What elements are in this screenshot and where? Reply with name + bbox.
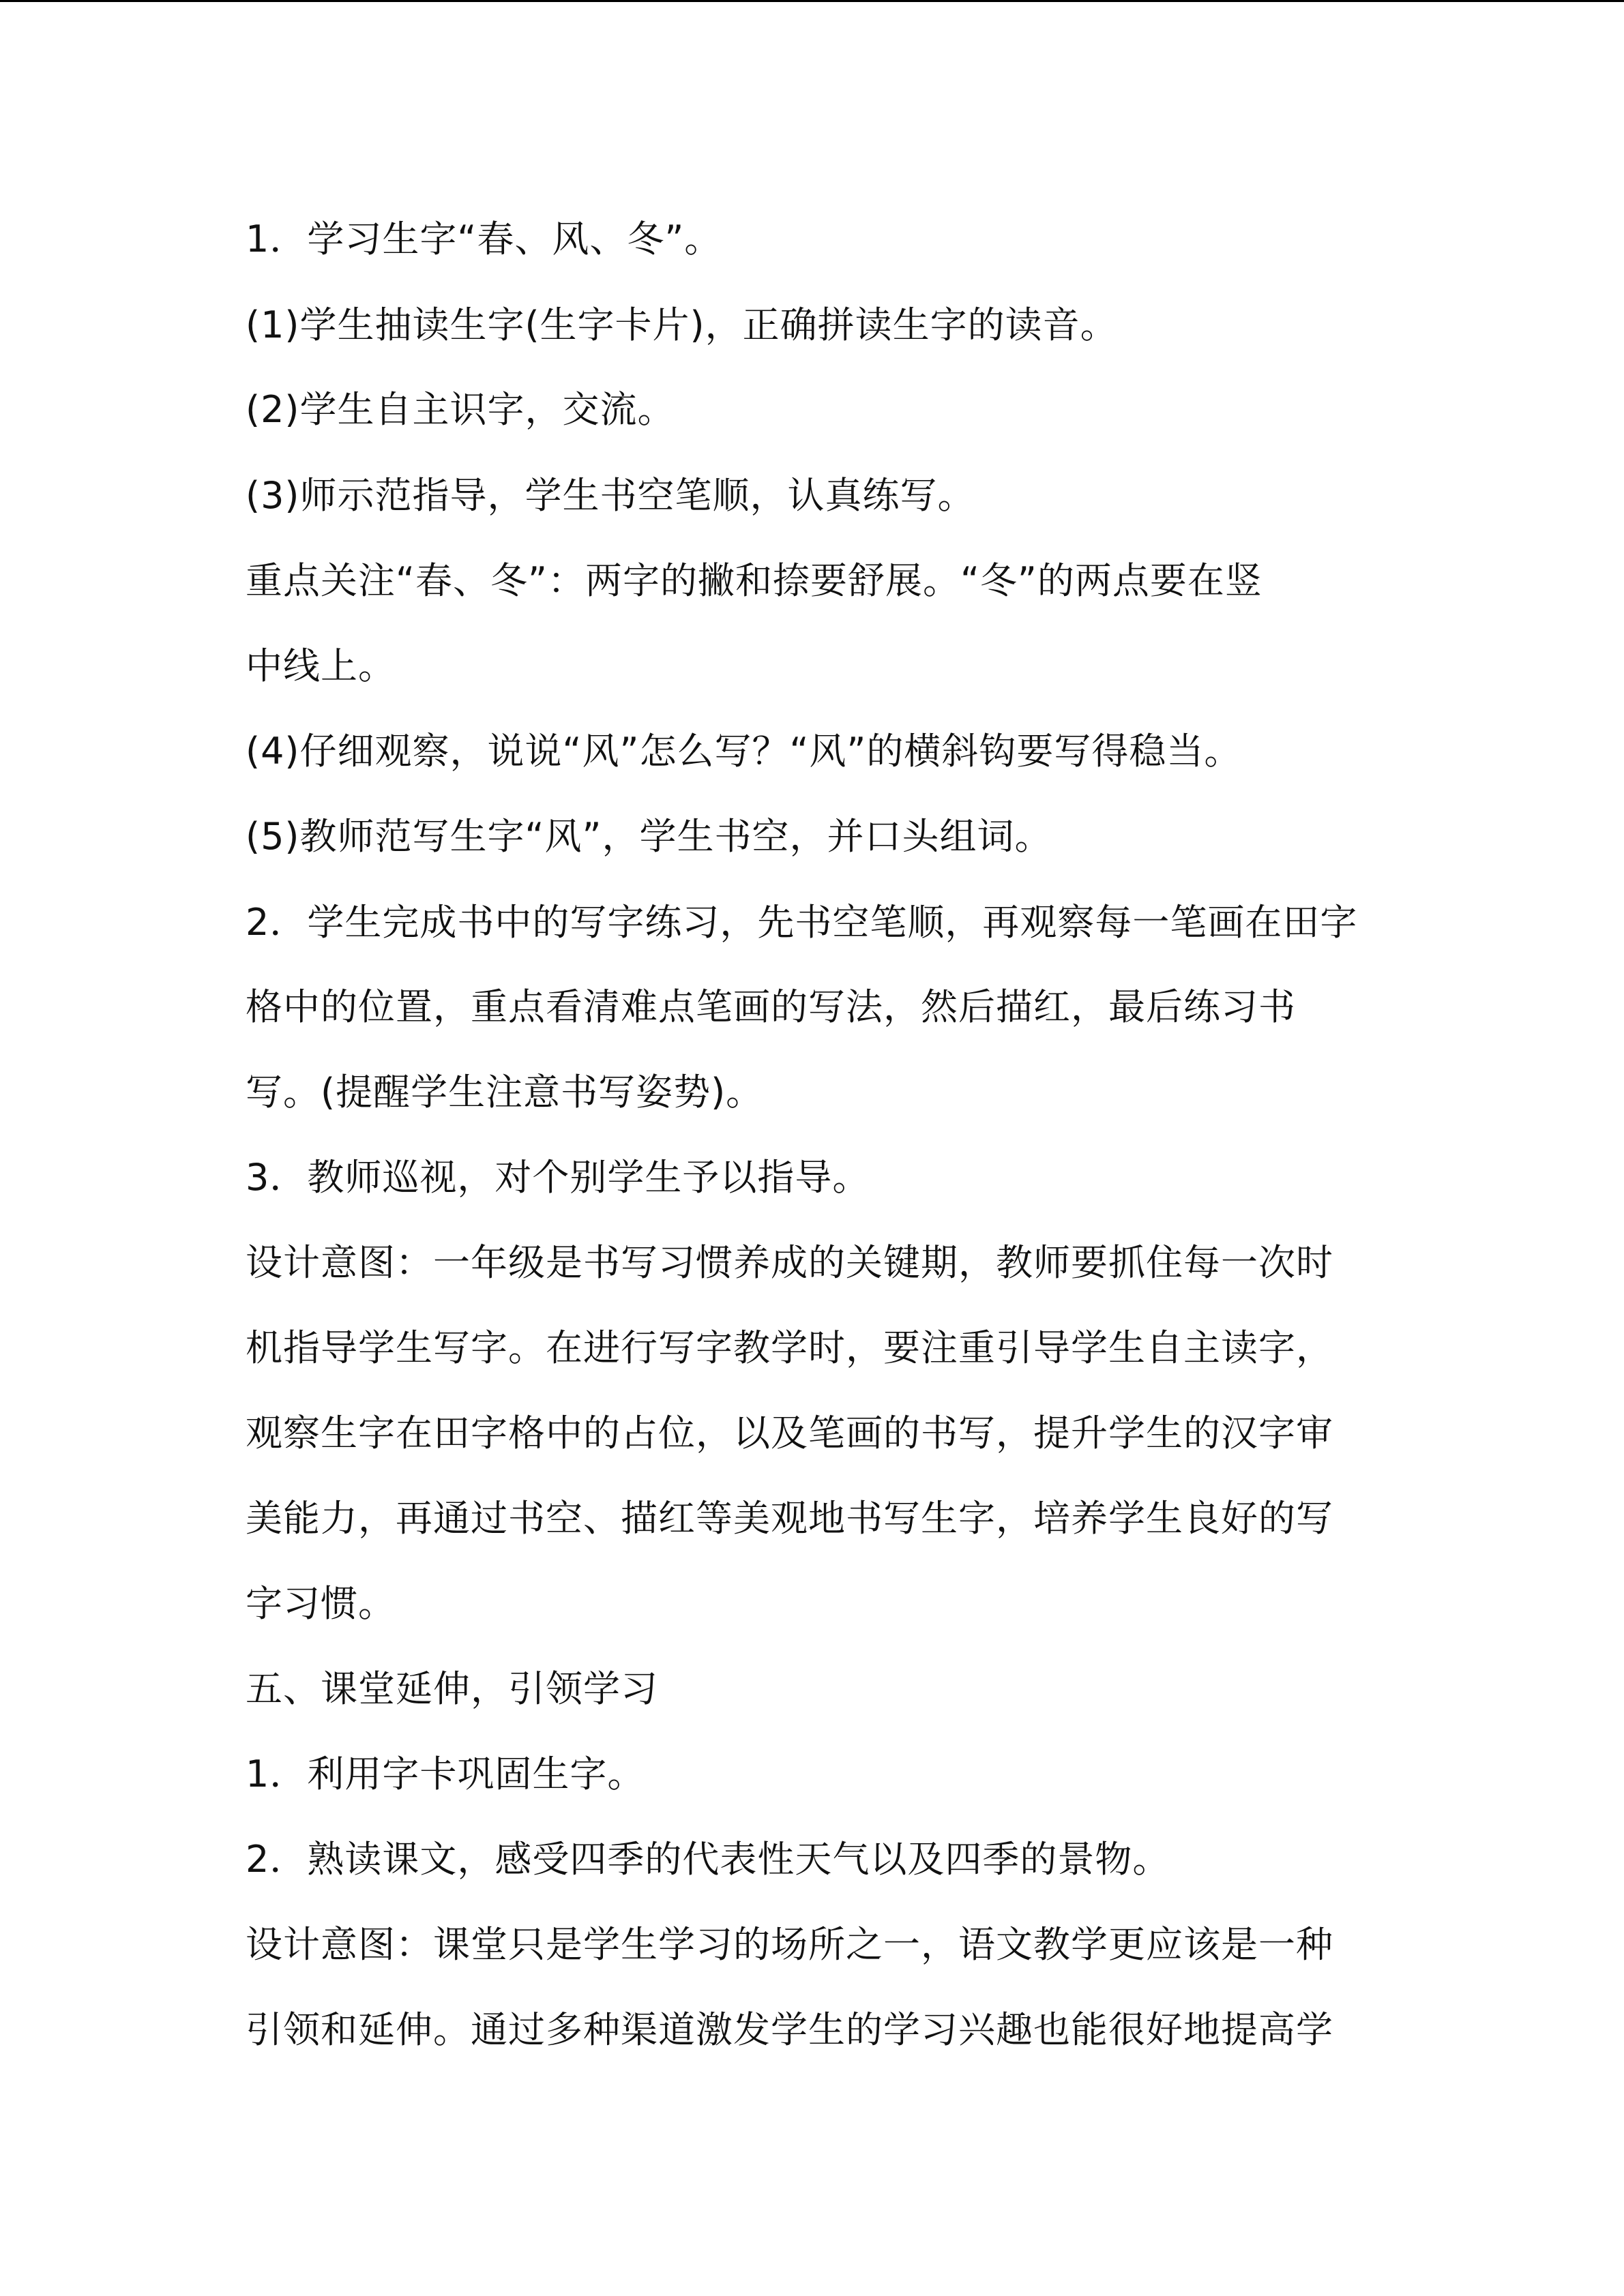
text-line: 中线上。 <box>246 644 396 687</box>
text-line: 2．熟读课文，感受四季的代表性天气以及四季的景物。 <box>246 1838 1170 1881</box>
text-line: 写。(提醒学生注意书写姿势)。 <box>246 1071 764 1114</box>
text-line: (4)仔细观察，说说“风”怎么写？“风”的横斜钩要写得稳当。 <box>246 730 1242 773</box>
text-line: 设计意图：课堂只是学生学习的场所之一，语文教学更应该是一种 <box>246 1923 1333 1966</box>
text-line: 2．学生完成书中的写字练习，先书空笔顺，再观察每一笔画在田字 <box>246 901 1358 944</box>
text-line: 格中的位置，重点看清难点笔画的写法，然后描红，最后练习书 <box>246 985 1296 1028</box>
text-line: 1．学习生字“春、风、冬”。 <box>246 218 722 260</box>
text-line: (2)学生自主识字，交流。 <box>246 388 675 431</box>
text-line: 1．利用字卡巩固生字。 <box>246 1753 645 1795</box>
text-line: 观察生字在田字格中的占位，以及笔画的书写，提升学生的汉字审 <box>246 1412 1333 1455</box>
section-heading: 五、课堂延伸，引领学习 <box>246 1667 658 1710</box>
text-line: (5)教师范写生字“风”，学生书空，并口头组词。 <box>246 815 1052 858</box>
text-line: 字习惯。 <box>246 1582 396 1625</box>
text-line: (1)学生抽读生字(生字卡片)，正确拼读生字的读音。 <box>246 303 1118 346</box>
text-line: 机指导学生写字。在进行写字教学时，要注重引导学生自主读字， <box>246 1326 1333 1369</box>
text-line: 美能力，再通过书空、描红等美观地书写生字，培养学生良好的写 <box>246 1497 1333 1540</box>
text-line: 设计意图：一年级是书写习惯养成的关键期，教师要抓住每一次时 <box>246 1241 1333 1284</box>
text-line: (3)师示范指导，学生书空笔顺，认真练写。 <box>246 474 975 517</box>
text-line: 引领和延伸。通过多种渠道激发学生的学习兴趣也能很好地提高学 <box>246 2008 1333 2051</box>
text-line: 重点关注“春、冬”：两字的撇和捺要舒展。“冬”的两点要在竖 <box>246 559 1263 602</box>
text-line: 3．教师巡视，对个别学生予以指导。 <box>246 1156 870 1199</box>
